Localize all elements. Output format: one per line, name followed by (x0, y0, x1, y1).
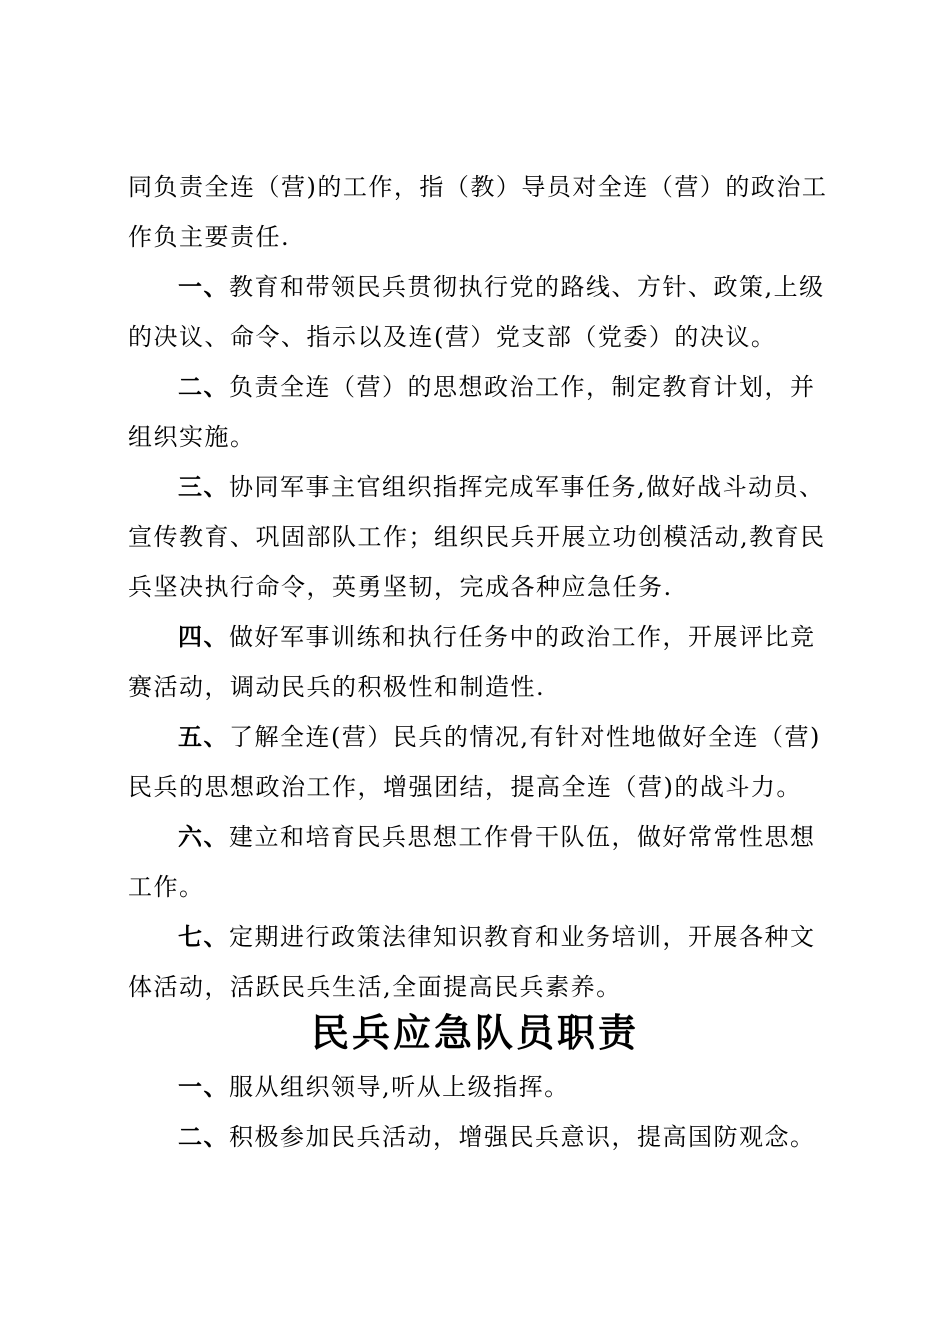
duty-item-7 (178, 922, 832, 952)
item-number: 五、 (178, 722, 229, 751)
item-number: 一、 (178, 272, 229, 301)
duty-item-4 (178, 622, 832, 652)
item-text: 协同军事主官组织指挥完成军事任务,做好战斗动员、 (229, 473, 825, 501)
duty-item-6 (178, 822, 832, 852)
item-text: 做好军事训练和执行任务中的政治工作，开展评比竞 (229, 623, 816, 651)
item-text: 建立和培育民兵思想工作骨干队伍，做好常常性思想 (229, 823, 816, 851)
duty-item-2-cont: 组织实施。 (128, 423, 256, 451)
item-number: 六、 (178, 822, 229, 851)
responsibility-item-1 (178, 1072, 832, 1102)
item-text: 积极参加民兵活动，增强民兵意识，提高国防观念。 (229, 1123, 816, 1151)
duty-item-3 (178, 472, 832, 502)
intro-line-2: 作负主要责任. (128, 223, 291, 251)
item-number: 一、 (178, 1072, 229, 1101)
duty-item-6-cont: 工作。 (128, 873, 205, 901)
item-text: 教育和带领民兵贯彻执行党的路线、方针、政策,上级 (229, 273, 825, 301)
item-number: 四、 (178, 622, 229, 651)
duty-item-5 (178, 722, 832, 752)
item-text: 定期进行政策法律知识教育和业务培训，开展各种文 (229, 923, 816, 951)
duty-item-3-cont-2: 兵坚决执行命令，英勇坚韧，完成各种应急任务. (128, 573, 673, 601)
duty-item-5-cont: 民兵的思想政治工作，增强团结，提高全连（营)的战斗力。 (128, 773, 802, 801)
duty-item-2 (178, 372, 832, 402)
duty-item-7-cont: 体活动，活跃民兵生活,全面提高民兵素养。 (128, 973, 622, 1001)
item-text: 服从组织领导,听从上级指挥。 (229, 1073, 570, 1101)
item-number: 二、 (178, 1122, 229, 1151)
duty-item-4-cont: 赛活动，调动民兵的积极性和制造性. (128, 673, 546, 701)
responsibility-item-2 (178, 1122, 832, 1152)
item-text: 负责全连（营）的思想政治工作，制定教育计划，并 (229, 373, 816, 401)
duty-item-1-cont: 的决议、命令、指示以及连(营）党支部（党委）的决议。 (128, 323, 777, 351)
section-title: 民兵应急队员职责 (310, 1010, 639, 1055)
duty-item-1 (178, 272, 832, 302)
item-number: 二、 (178, 372, 229, 401)
item-text: 了解全连(营）民兵的情况,有针对性地做好全连（营) (229, 723, 821, 751)
intro-line-1: 同负责全连（营)的工作，指（教）导员对全连（营）的政治工 (128, 173, 828, 201)
item-number: 七、 (178, 922, 229, 951)
duty-item-3-cont-1: 宣传教育、巩固部队工作；组织民兵开展立功创模活动,教育民 (128, 523, 826, 551)
item-number: 三、 (178, 472, 229, 501)
